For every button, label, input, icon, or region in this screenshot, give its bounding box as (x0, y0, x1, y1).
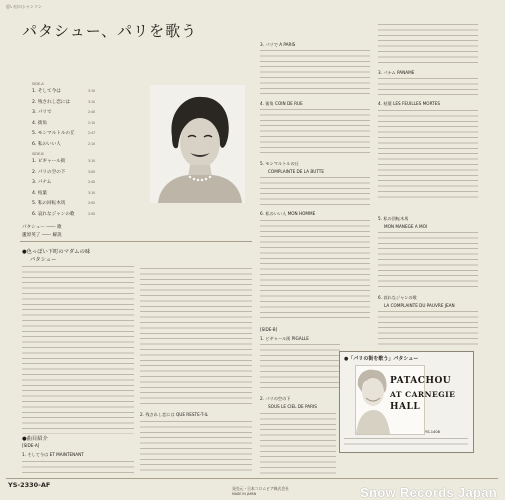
track-title: 6. 哀れなジャンの歌 (32, 211, 75, 217)
jacket-title-3: HALL (390, 402, 421, 412)
track-title: 5. 私の回転木馬 (32, 201, 66, 206)
track-duration: 2:10 (88, 120, 96, 125)
track-row (32, 120, 95, 126)
track-duration: 3:10 (88, 89, 96, 93)
artist-portrait (150, 85, 245, 203)
essay-title: ●色っぽい下町のマダムの味 (22, 249, 91, 255)
track-duration: 2:50 (88, 211, 96, 216)
track-title: 3. パリで (32, 110, 52, 115)
song-a2-text (140, 421, 252, 475)
divider (20, 241, 252, 242)
track-title: 5. モンマルトルの丘 (32, 131, 75, 136)
track-duration: 2:10 (88, 141, 96, 146)
track-title: 2. 残されし恋には (32, 99, 71, 105)
made-in: MADE IN JAPAN (232, 492, 257, 496)
side-b-label-b: [SIDE-B] (260, 327, 278, 332)
songs-intro-heading: ●曲目紹介 (22, 436, 48, 442)
track-duration: 3:00 (88, 169, 96, 174)
track-row (32, 211, 95, 217)
track-duration: 3:10 (88, 159, 96, 163)
side-a-label: SIDE-A (32, 82, 44, 86)
jacket-title-2: AT CARNEGIE (390, 390, 456, 399)
track-row (32, 88, 95, 94)
song-b6-original: LA COMPLAINTE DU PAUVRE JEAN (384, 303, 455, 308)
track-duration: 3:10 (88, 99, 96, 104)
song-a4-text (260, 109, 370, 157)
song-a5-original: COMPLAINTE DE LA BUTTE (268, 169, 325, 174)
right-text-top (378, 24, 478, 66)
track-title: 3. パナム (32, 180, 52, 185)
track-title: 1. そして今は (32, 89, 61, 94)
song-b4-text (378, 110, 478, 202)
track-title: 4. 街角 (32, 120, 48, 126)
essay-subtitle: パタシュー (30, 257, 57, 263)
jacket-catalog: YS-1408 (425, 430, 440, 434)
jacket-title-1: PATACHOU (390, 376, 452, 386)
song-a2-heading: 2. 残されし恋には QUE RESTE-T-IL (140, 412, 209, 417)
track-duration: 2:47 (88, 131, 96, 135)
watermark: Snow Records Japan (360, 485, 497, 500)
song-b1-text (260, 344, 340, 392)
footer-divider (6, 478, 498, 479)
song-b4-heading: 4. 枯葉 LES FEUILLES MORTES (378, 101, 441, 106)
song-a1-heading: 1. そして今は ET MAINTENANT (22, 452, 84, 457)
jacket-caption-text (344, 438, 468, 448)
song-b2-text (260, 413, 336, 475)
track-row (32, 179, 95, 185)
publisher: 発売元・日本コロムビア株式会社 (232, 486, 289, 491)
song-b6-heading: 6. 哀れなジャンの歌 (378, 295, 417, 300)
album-jacket-caption: ●「パリの街を歌う」パタシュー (344, 356, 419, 362)
song-a3-text (260, 50, 370, 98)
song-b5-text (378, 232, 478, 290)
track-row (32, 200, 95, 206)
side-b-label: SIDE-B (32, 152, 44, 156)
track-row (32, 99, 95, 105)
track-title: 1. ピギャール街 (32, 159, 66, 164)
song-b6-text (378, 311, 478, 345)
song-b2-original: SOUS LE CIEL DE PARIS (268, 404, 317, 409)
song-b2-heading: 2. パリの空の下 (260, 396, 291, 401)
essay-text-block-2 (140, 268, 252, 408)
song-b1-heading: 1. ピギャール街 PIGALLE (260, 336, 309, 341)
catalog-number: YS-2330-AF (8, 481, 51, 489)
song-a6-text (260, 220, 370, 320)
song-b3-heading: 3. パナム PANAME (378, 70, 415, 75)
page-title: パタシュー、パリを歌う (22, 22, 198, 40)
track-duration: 2:40 (88, 180, 96, 184)
essay-text-block (22, 266, 134, 434)
track-row (32, 158, 95, 164)
track-title: 2. パリの空の下 (32, 169, 66, 175)
song-a4-heading: 4. 街角 COIN DE RUE (260, 101, 303, 106)
track-row (32, 190, 95, 196)
header-label: 思い出のシャンソン (6, 4, 42, 9)
artist-credit: パタシュー ―― 歌 (22, 225, 62, 230)
track-row (32, 141, 95, 147)
song-a1-text (22, 461, 134, 475)
song-b5-heading: 5. 私の回転木馬 (378, 216, 409, 221)
track-duration: 2:40 (88, 110, 96, 114)
song-a3-heading: 3. パリで A PARIS (260, 42, 296, 47)
song-a5-text (260, 177, 370, 207)
track-duration: 3:10 (88, 190, 96, 195)
side-a-label-b: [SIDE-A] (22, 443, 40, 448)
track-title: 4. 枯葉 (32, 190, 48, 196)
track-row (32, 109, 95, 115)
song-a6-heading: 6. 私のいい人 MON HOMME (260, 211, 316, 216)
track-duration: 2:00 (88, 201, 96, 205)
track-row (32, 169, 95, 175)
song-b3-text (378, 78, 478, 98)
track-title: 6. 私のいい人 (32, 141, 61, 147)
translator-credit: 蘆原英了 ―― 解説 (22, 233, 62, 238)
track-row (32, 130, 95, 136)
song-b5-original: MON MANEGE A MOI (384, 224, 428, 229)
song-a5-heading: 5. モンマルトルの丘 (260, 161, 299, 166)
